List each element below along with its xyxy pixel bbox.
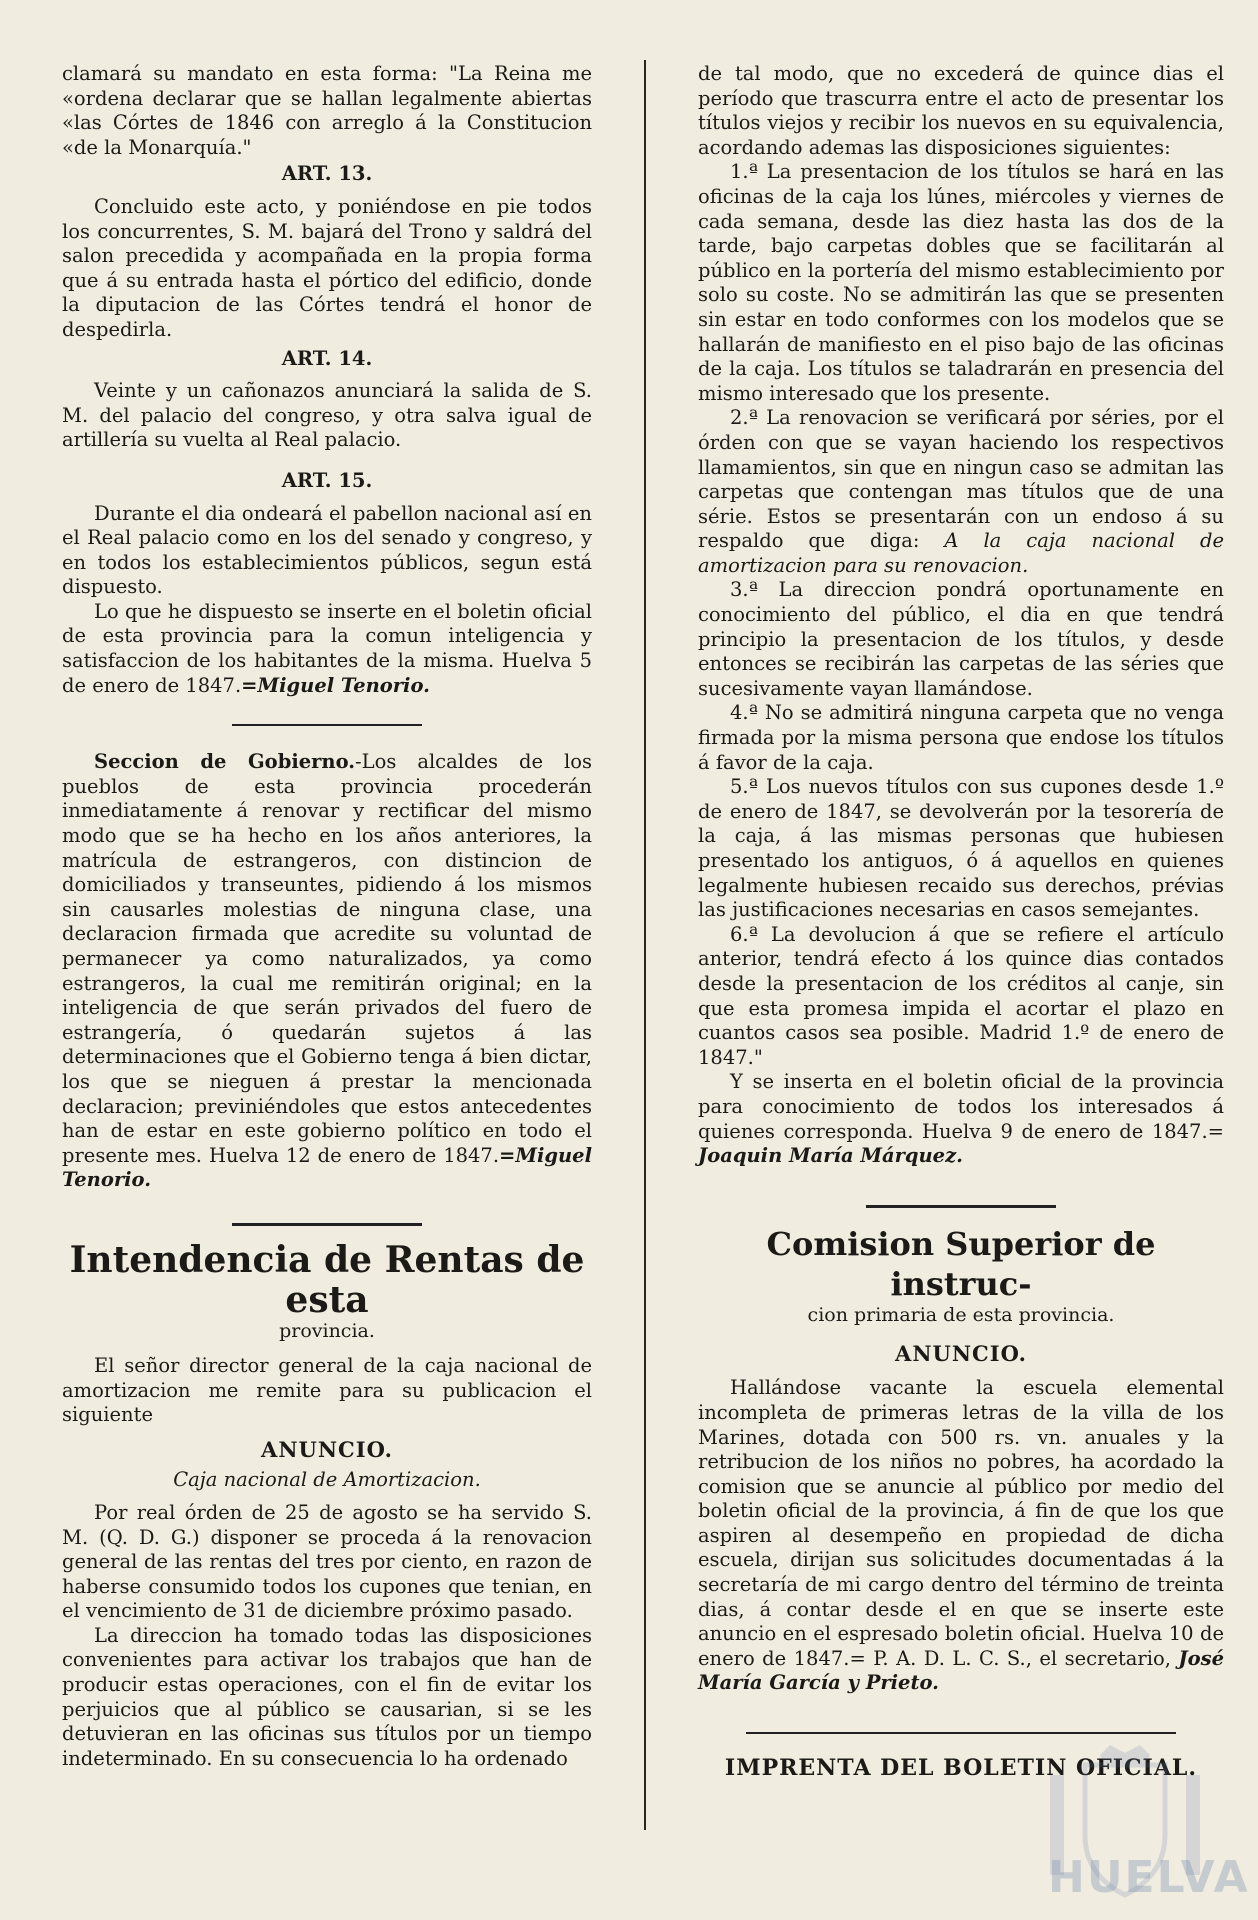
paragraph-text: Lo que he dispuesto se inserte en el boletin oficial de esta provincia para la comun inteligencia y satisfaccion de los habitantes de la misma. Huelva 5 de enero de 1847. [62,599,592,697]
announcement-subheading: Caja nacional de Amortizacion. [173,1468,481,1492]
left-column [62,62,592,1771]
paragraph-text: -Los alcaldes de los pueblos de esta provincia procederán inmediatamente á renovar y rectificar del mismo modo que se ha hecho en los años anteriores, la matrícula de estrangeros, con distincion de domiciliados y transeuntes, pidiendo á los mismos sin causarles molestias de ninguna clase, una declaracion firmada que acredite su voluntad de permanecer ya como naturalizados, ya como estrangeros, la cual me remitirán original; en la inteligencia de que serán privados del fuero de estrangería, ó quedarán sujetos á las determinaciones que el Gobierno tenga á bien dictar, los que se nieguen á prestar la mencionada declaracion; previniéndoles que estos antecedentes han de estar en este gobierno político en todo el presente mes. Huelva 12 de enero de 1847. [62,750,592,1167]
list-item: 1.ª La presentacion de los títulos se hará en las oficinas de la caja los lúnes, miércoles y viernes de cada semana, desde las diez hasta las dos de la tarde, bajo carpetas dobles que se facilitarán al público en la portería del mismo establecimiento por solo su coste. No se admitirán las que se presenten sin estar en todo conformes con los modelos que se hallarán de manifiesto en el piso bajo de las oficinas de la caja. Los títulos se taladrarán en presencia del mismo interesado que los presente. [698,160,1224,405]
paragraph [62,750,592,1193]
paragraph [698,1070,1224,1168]
section-divider [232,1223,422,1226]
list-item: 4.ª No se admitirá ninguna carpeta que no venga firmada por la misma persona que endose los títulos á favor de la caja. [698,701,1224,774]
list-item: 6.ª La devolucion á que se refiere el artículo anterior, tendrá efecto á los quince dias contados desde la presentacion de los créditos al canje, sin que esta promesa impida el acortar el plazo en cuantos casos sea posible. Madrid 1.º de enero de 1847." [698,922,1224,1069]
paragraph-text: Y se inserta en el boletin oficial de la provincia para conocimiento de todos los interesados á quienes corresponda. Huelva 9 de enero de 1847.= [698,1070,1224,1143]
watermark-text: HUELVA [1048,1852,1250,1903]
column-divider [644,60,646,1830]
announcement-heading: ANUNCIO. [261,1436,393,1462]
paragraph: El señor director general de la caja nacional de amortizacion me remite para su publicacion el siguiente [62,1353,592,1427]
article-heading: ART. 15. [281,468,373,492]
paragraph [62,600,592,698]
paragraph: Concluido este acto, y poniéndose en pie todos los concurrentes, S. M. bajará del Trono y saldrá del salon precedida y acompañada en la propia forma que á su entrada hasta el pórtico del edificio, donde la diputacion de las Córtes tendrá el honor de despedirla. [62,194,592,341]
paragraph-text: Hallándose vacante la escuela elemental incompleta de primeras letras de la villa de los Marines, dotada con 500 rs. vn. anuales y la retribucion de los niños no pobres, ha acordado la comision que se anuncie al público por medio del boletin oficial de la provincia, á fin de que los que aspiren al desempeño en propiedad de dicha escuela, dirijan sus solicitudes documentadas á la secretaría de mi cargo dentro del término de treinta dias, á contar desde el en que se inserte este anuncio en el espresado boletin oficial. Huelva 10 de enero de 1847.= P. A. D. L. C. S., el secretario, [698,1376,1224,1670]
printer-imprint: IMPRENTA DEL BOLETIN OFICIAL. [724,1755,1198,1782]
signature: José María García y Prieto. [698,1646,1225,1695]
list-item: 5.ª Los nuevos títulos con sus cupones desde 1.º de enero de 1847, se devolverán por la tesorería de la caja, á las mismas personas que hubiesen presentado los antiguos, ó á aquellos en quienes legalmente hubiesen recaido sus derechos, prévias las justificaciones necesarias en casos semejantes. [698,775,1224,922]
section-divider [232,724,422,726]
paragraph: Veinte y un cañonazos anunciará la salida de S. M. del palacio del congreso, y otra salva igual de artillería su vuelta al Real palacio. [62,379,592,452]
list-item [698,406,1224,578]
signature: =Miguel Tenorio. [62,1143,592,1192]
paragraph: clamará su mandato en esta forma: "La Reina me «ordena declarar que se hallan legalmente abiertas «las Córtes de 1846 con arreglo á la Constitucion «de la Monarquía." [62,62,592,159]
section-title: Comision Superior de instruc- [766,1224,1156,1303]
paragraph: Durante el dia ondeará el pabellon nacional así en el Real palacio como en los del senado y congreso, y en todos los establecimientos públicos, segun está dispuesto. [62,501,592,599]
section-divider [866,1205,1056,1208]
section-title: Intendencia de Rentas de esta [69,1238,585,1321]
right-column [698,62,1224,1781]
paragraph: La direccion ha tomado todas las disposiciones convenientes para activar los trabajos que han de producir estas operaciones, con el fin de evitar los perjuicios que al público se causarian, si se les detuvieran en las oficinas sus títulos por un tiempo indeterminado. En su consecuencia lo ha ordenado [62,1623,592,1770]
endorsement-text: A la caja nacional de amortizacion para su renovacion. [698,529,1225,577]
paragraph: de tal modo, que no excederá de quince dias el período que trascurra entre el acto de presentar los títulos viejos y recibir los nuevos en su equivalencia, acordando ademas las disposiciones siguientes: [698,62,1224,159]
signature: =Miguel Tenorio. [241,673,430,697]
footer-divider [746,1732,1176,1734]
list-item-text: 2.ª La renovacion se verificará por séries, por el órden con que se vayan haciendo los respectivos llamamientos, sin que en ningun caso se admitan las carpetas que contengan mas títulos que de una série. Estos se presentarán con un endoso á su respaldo que diga: [698,406,1224,553]
section-subtitle: cion primaria de esta provincia. [807,1303,1115,1326]
section-label: Seccion de Gobierno. [94,750,356,774]
article-heading: ART. 14. [281,346,373,370]
section-subtitle: provincia. [279,1319,375,1342]
list-item: 3.ª La direccion pondrá oportunamente en conocimiento del público, el dia en que tendrá principio la presentacion de los títulos, y desde entonces se recibirán las carpetas de las séries que sucesivamente vayan llamándose. [698,578,1224,700]
paragraph: Por real órden de 25 de agosto se ha servido S. M. (Q. D. G.) disponer se proceda á la renovacion general de las rentas del tres por ciento, en razon de haberse consumido todos los cupones que tenian, en el vencimiento de 31 de diciembre próximo pasado. [62,1500,592,1623]
announcement-heading: ANUNCIO. [895,1340,1027,1366]
signature: Joaquin María Márquez. [698,1144,963,1168]
paragraph [698,1376,1224,1696]
article-heading: ART. 13. [281,162,373,186]
